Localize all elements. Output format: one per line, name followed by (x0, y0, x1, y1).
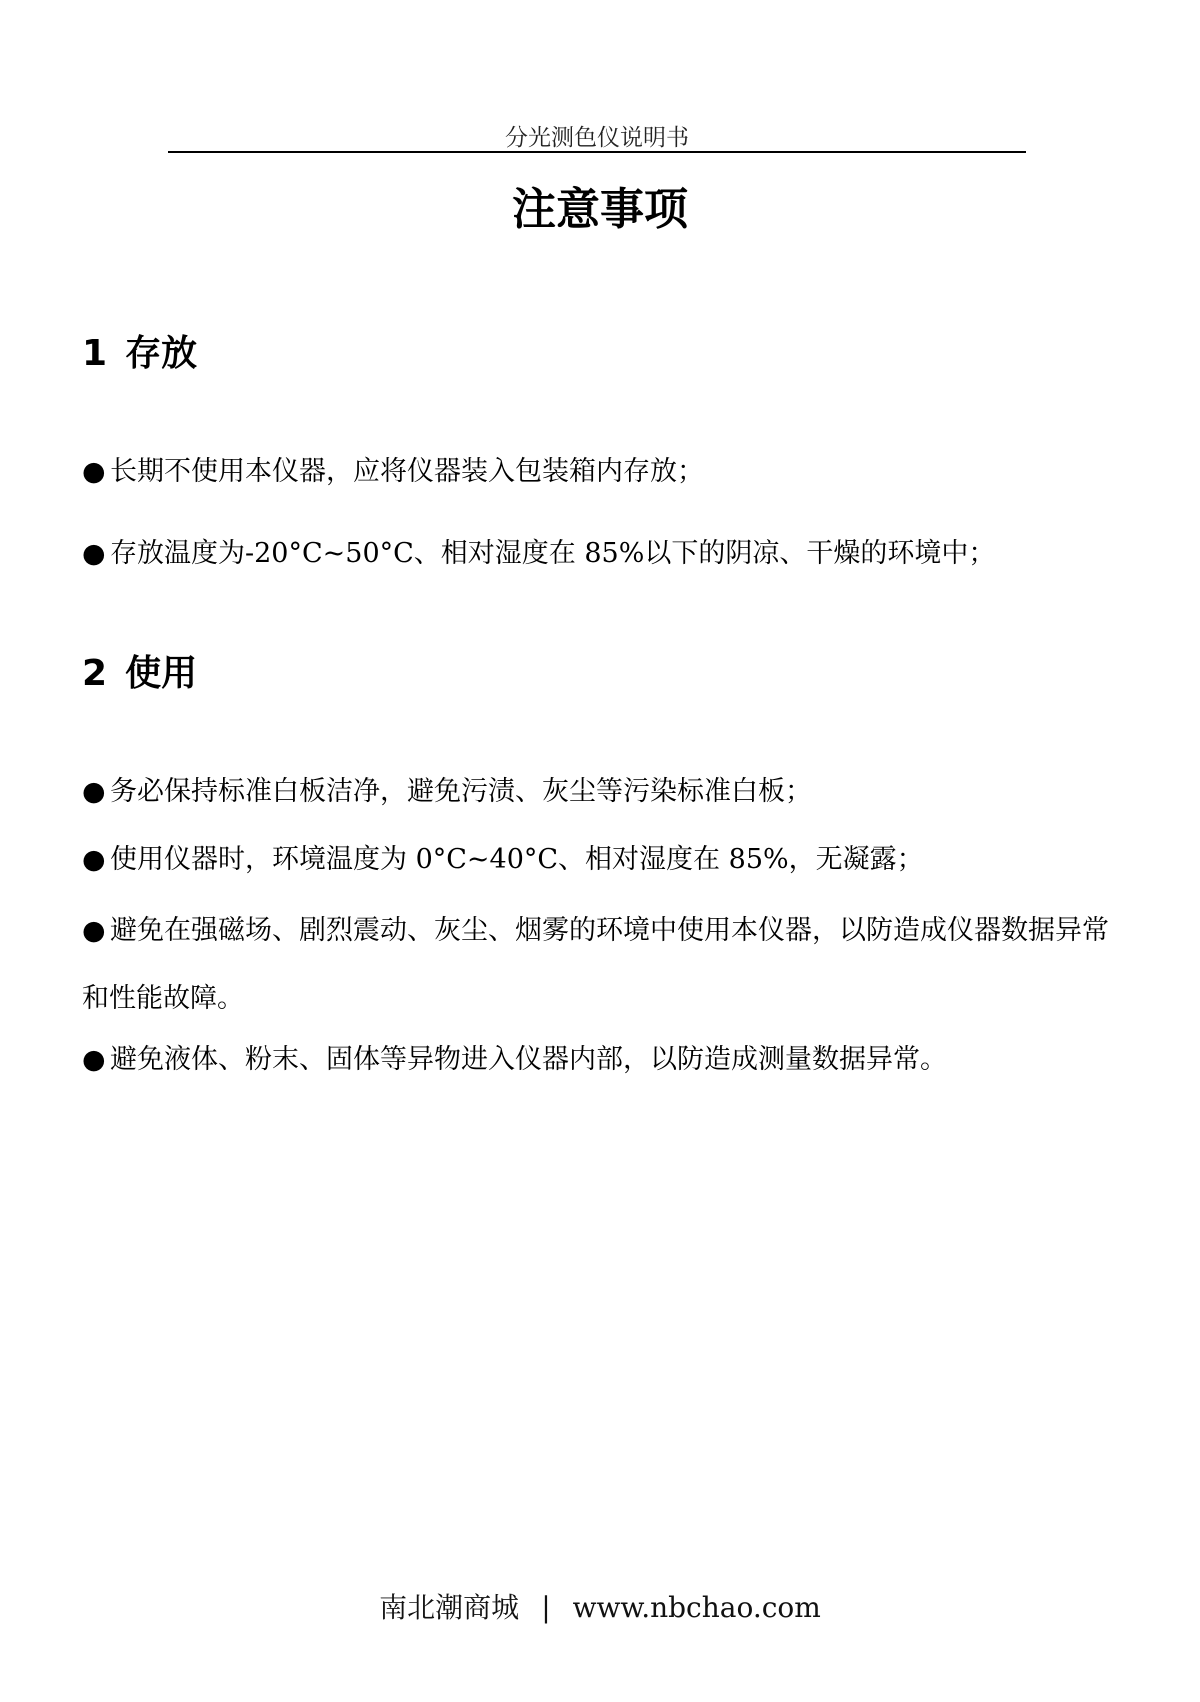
list-item-text: 务必保持标准白板洁净，避免污渍、灰尘等污染标准白板； (110, 776, 812, 807)
list-item-text: 长期不使用本仪器，应将仪器装入包装箱内存放； (110, 456, 704, 487)
bullet-icon: ● (82, 844, 106, 875)
list-item (82, 897, 1132, 1033)
section-title: 存放 (125, 333, 198, 374)
section-number: 1 (82, 333, 108, 374)
section-title: 使用 (125, 653, 198, 694)
section-heading-storage (82, 330, 197, 378)
list-item (82, 1040, 1132, 1080)
list-item (82, 772, 1132, 812)
footer-url[interactable]: www.nbchao.com (572, 1591, 821, 1624)
header-divider (168, 151, 1026, 153)
list-item-text: 存放温度为-20°C~50°C、相对湿度在 85%以下的阴凉、干燥的环境中； (110, 538, 996, 569)
bullet-icon: ● (82, 1044, 106, 1075)
page-footer (0, 1588, 1200, 1628)
bullet-icon: ● (82, 915, 106, 946)
list-item (82, 840, 1132, 880)
list-item-text: 避免液体、粉末、固体等异物进入仪器内部，以防造成测量数据异常。 (110, 1044, 947, 1075)
section-number: 2 (82, 653, 108, 694)
page-title: 注意事项 (512, 184, 688, 235)
bullet-icon: ● (82, 456, 106, 487)
list-item (82, 534, 1132, 574)
footer-site-name: 南北潮商城 (379, 1591, 520, 1624)
list-item (82, 452, 1132, 492)
section-heading-usage (82, 650, 197, 698)
list-item-text: 使用仪器时，环境温度为 0°C~40°C、相对湿度在 85%，无凝露； (110, 844, 924, 875)
running-header: 分光测色仪说明书 (505, 125, 689, 151)
list-item-text: 避免在强磁场、剧烈震动、灰尘、烟雾的环境中使用本仪器，以防造成仪器数据异常和性能故障。 (82, 915, 1109, 1014)
bullet-icon: ● (82, 538, 106, 569)
footer-separator: | (541, 1591, 551, 1624)
bullet-icon: ● (82, 776, 106, 807)
